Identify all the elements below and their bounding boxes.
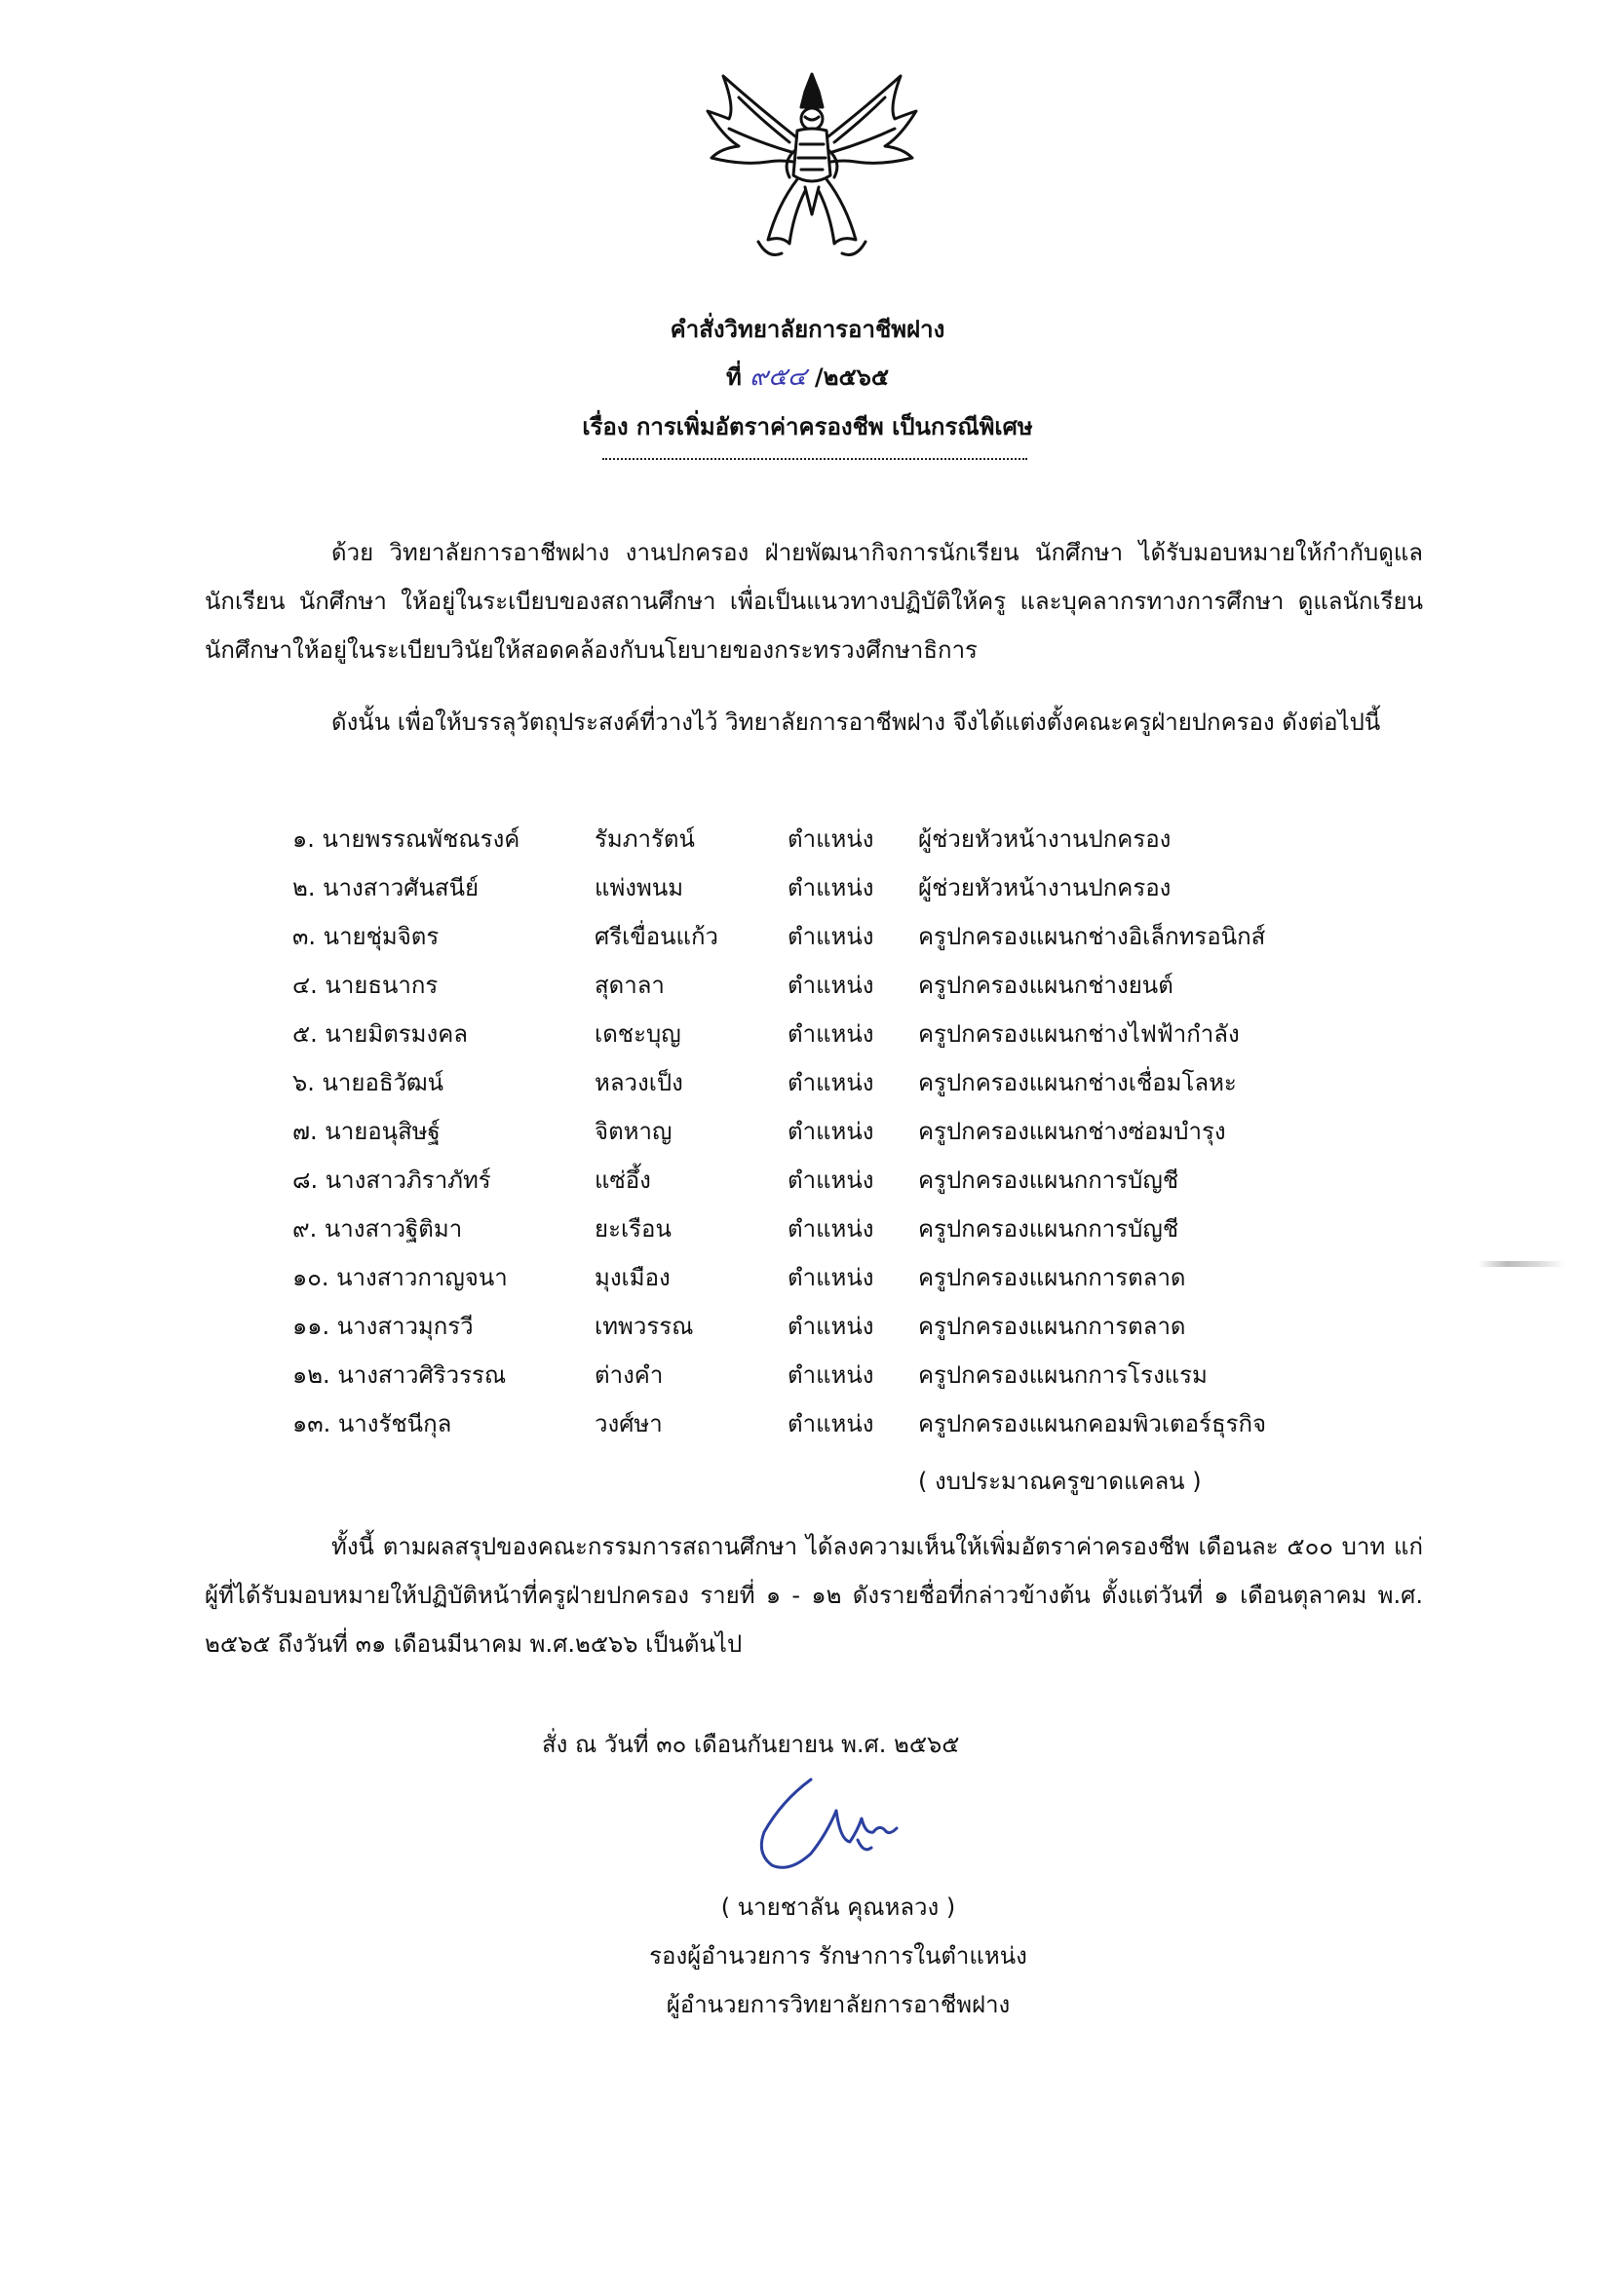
position-label: ตำแหน่ง	[788, 1167, 874, 1194]
staff-name: ๒. นางสาวศันสนีย์	[292, 874, 480, 901]
staff-position: ครูปกครองแผนกช่างเชื่อมโลหะ	[918, 1069, 1237, 1096]
position-label: ตำแหน่ง	[788, 1361, 874, 1389]
staff-surname: ต่างคำ	[595, 1361, 664, 1389]
position-label: ตำแหน่ง	[788, 1410, 874, 1437]
staff-name: ๑. นายพรรณพัชณรงค์	[292, 825, 520, 853]
staff-surname: แพ่งพนม	[595, 874, 684, 901]
staff-position: ครูปกครองแผนกการโรงแรม	[918, 1361, 1208, 1389]
staff-surname: มุงเมือง	[595, 1264, 671, 1291]
signer-title-acting: รองผู้อำนวยการ รักษาการในตำแหน่ง	[649, 1942, 1027, 1970]
staff-surname: ศรีเขื่อนแก้ว	[595, 923, 719, 950]
staff-name: ๓. นายชุ่มจิตร	[292, 923, 440, 950]
order-number-handwritten: ๙๕๔	[750, 363, 807, 392]
staff-name: ๑๐. นางสาวกาญจนา	[292, 1264, 508, 1291]
staff-surname: เทพวรรณ	[595, 1313, 694, 1340]
staff-name: ๑๒. นางสาวศิริวรรณ	[292, 1361, 507, 1389]
staff-position: ครูปกครองแผนกช่างซ่อมบำรุง	[918, 1118, 1226, 1145]
staff-position: ครูปกครองแผนกการตลาด	[918, 1264, 1186, 1291]
position-label: ตำแหน่ง	[788, 923, 874, 950]
position-label: ตำแหน่ง	[788, 1313, 874, 1340]
order-number-prefix: ที่	[725, 364, 742, 391]
garuda-emblem	[700, 68, 924, 273]
position-label: ตำแหน่ง	[788, 1264, 874, 1291]
staff-surname: แซ่อึ้ง	[595, 1167, 651, 1194]
staff-name: ๙. นางสาวฐิติมา	[292, 1215, 463, 1243]
staff-position: ผู้ช่วยหัวหน้างานปกครอง	[918, 874, 1172, 901]
handwritten-signature	[743, 1772, 918, 1879]
order-number-year: /๒๕๖๕	[814, 364, 890, 391]
staff-surname: รัมภารัตน์	[595, 825, 695, 853]
staff-surname: เดชะบุญ	[595, 1020, 681, 1048]
position-label: ตำแหน่ง	[788, 1020, 874, 1048]
staff-surname: หลวงเป็ง	[595, 1069, 683, 1096]
staff-name: ๖. นายอธิวัฒน์	[292, 1069, 444, 1096]
staff-name: ๘. นางสาวภิราภัทร์	[292, 1167, 491, 1194]
staff-name: ๔. นายธนากร	[292, 972, 439, 999]
staff-name: ๑๑. นางสาวมุกรวี	[292, 1313, 474, 1340]
position-label: ตำแหน่ง	[788, 825, 874, 853]
position-label: ตำแหน่ง	[788, 1118, 874, 1145]
signature-block	[546, 1883, 1131, 2029]
staff-name: ๗. นายอนุสิษฐ์	[292, 1118, 441, 1145]
paragraph-allowance	[205, 1522, 1423, 1668]
staff-name: ๕. นายมิตรมงคล	[292, 1020, 468, 1048]
position-label: ตำแหน่ง	[788, 1215, 874, 1243]
staff-position: ครูปกครองแผนกการบัญชี	[918, 1215, 1179, 1243]
staff-position: ครูปกครองแผนกช่างไฟฟ้ากำลัง	[918, 1020, 1240, 1048]
order-date: สั่ง ณ วันที่ ๓๐ เดือนกันยายน พ.ศ. ๒๕๖๕	[542, 1731, 960, 1758]
paragraph-allowance-text: ทั้งนี้ ตามผลสรุปของคณะกรรมการสถานศึกษา ได้ลงความเห็นให้เพิ่มอัตราค่าครองชีพ เดือนละ ๕๐๐ บาท แก่ผู้ที่ได้รับมอบหมายให้ปฏิบัติหน้าที่ครูฝ่ายปกครอง รายที่ ๑ - ๑๒ ดังรายชื่อที่กล่าวข้างต้น ตั้งแต่วันที่ ๑ เดือนตุลาคม พ.ศ. ๒๕๖๕ ถึงวันที่ ๓๑ เดือนมีนาคม พ.ศ.๒๕๖๖ เป็นต้นไป	[205, 1533, 1423, 1658]
signer-title-director: ผู้อำนวยการวิทยาลัยการอาชีพฝาง	[666, 1991, 1011, 2018]
signer-name: ( นายชาลัน คุณหลวง )	[720, 1894, 956, 1921]
staff-surname: วงศ์ษา	[595, 1410, 663, 1437]
order-number	[0, 357, 1615, 397]
staff-name: ๑๓. นางรัชนีกุล	[292, 1410, 452, 1437]
position-label: ตำแหน่ง	[788, 1069, 874, 1096]
staff-position: ครูปกครองแผนกช่างอิเล็กทรอนิกส์	[918, 923, 1266, 950]
order-subject: เรื่อง การเพิ่มอัตราค่าครองชีพ เป็นกรณีพิเศษ	[582, 413, 1033, 440]
position-label: ตำแหน่ง	[788, 874, 874, 901]
staff-surname: จิตหาญ	[595, 1118, 673, 1145]
staff-surname: ยะเรือน	[595, 1215, 672, 1243]
paragraph-intro-text: ด้วย วิทยาลัยการอาชีพฝาง งานปกครอง ฝ่ายพัฒนากิจการนักเรียน นักศึกษา ได้รับมอบหมายให้กำกับดูแลนักเรียน นักศึกษา ให้อยู่ในระเบียบของสถานศึกษา เพื่อเป็นแนวทางปฏิบัติให้ครู และบุคลากรทางการศึกษา ดูแลนักเรียน นักศึกษาให้อยู่ในระเบียบวินัยให้สอดคล้องกับนโยบายของกระทรวงศึกษาธิการ	[205, 539, 1423, 664]
dotted-divider	[602, 458, 1027, 460]
staff-position: ครูปกครองแผนกการบัญชี	[918, 1167, 1179, 1194]
staff-position: ครูปกครองแผนกช่างยนต์	[918, 972, 1173, 999]
staff-position: ครูปกครองแผนกคอมพิวเตอร์ธุรกิจ	[918, 1410, 1267, 1437]
paragraph-intro	[205, 528, 1423, 674]
paragraph-appointment-text: ดังนั้น เพื่อให้บรรลุวัตถุประสงค์ที่วางไว้ วิทยาลัยการอาชีพฝาง จึงได้แต่งตั้งคณะครูฝ่ายปกครอง ดังต่อไปนี้	[331, 708, 1381, 736]
staff-surname: สุดาลา	[595, 972, 665, 999]
position-label: ตำแหน่ง	[788, 972, 874, 999]
staff-position: ผู้ช่วยหัวหน้างานปกครอง	[918, 825, 1172, 853]
budget-note: ( งบประมาณครูขาดแคลน )	[918, 1468, 1202, 1495]
paragraph-appointment	[205, 698, 1423, 746]
scan-smudge	[1478, 1261, 1565, 1267]
staff-position: ครูปกครองแผนกการตลาด	[918, 1313, 1186, 1340]
order-title: คำสั่งวิทยาลัยการอาชีพฝาง	[670, 316, 945, 343]
